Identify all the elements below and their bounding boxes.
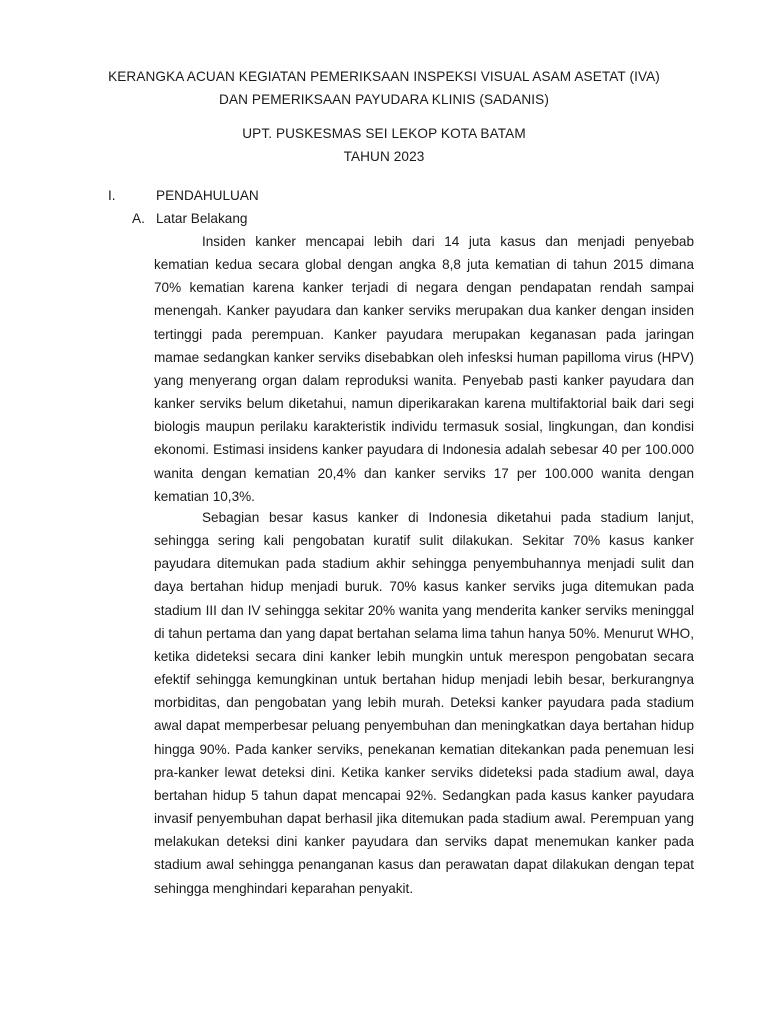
- subsection-title: Latar Belakang: [156, 211, 248, 226]
- paragraph-text: Insiden kanker mencapai lebih dari 14 juta kasus dan menjadi penyebab kematian kedua secara global dengan angka 8,8 juta kematian di tahun 2015 dimana 70% kematian karena kanker terjadi di negara dengan pendapatan rendah sampai menengah. Kanker payudara dan kanker serviks merupakan dua kanker dengan insiden tertinggi pada perempuan. Kanker payudara merupakan keganasan pada jaringan mamae sedangkan kanker serviks disebabkan oleh infesksi human papilloma virus (HPV) yang menyerang organ dalam reproduksi wanita. Penyebab pasti kanker payudara dan kanker serviks belum diketahui, namun diperikarakan karena multifaktorial baik dari segi biologis maupun perilaku karakteristik individu termasuk sosial, lingkungan, dan kondisi ekonomi. Estimasi insidens kanker payudara di Indonesia adalah sebesar 40 per 100.000 wanita dengan kematian 20,4% dan kanker serviks 17 per 100.000 wanita dengan kematian 10,3%.: [154, 234, 694, 504]
- body-paragraph-2: [154, 506, 694, 900]
- paragraph-text: Sebagian besar kasus kanker di Indonesia diketahui pada stadium lanjut, sehingga sering kali pengobatan kuratif sulit dilakukan. Sekitar 70% kasus kanker payudara ditemukan pada stadium akhir sehingga penyembuhannya menjadi sulit dan daya bertahan hidup menjadi buruk. 70% kasus kanker serviks juga ditemukan pada stadium III dan IV sehingga sekitar 20% wanita yang menderita kanker serviks meninggal di tahun pertama dan yang dapat bertahan selama lima tahun hanya 50%. Menurut WHO, ketika dideteksi secara dini kanker lebih mungkin untuk merespon pengobatan secara efektif sehingga kemungkinan untuk bertahan hidup menjadi lebih besar, berkurangnya morbiditas, dan pengobatan yang lebih murah. Deteksi kanker payudara pada stadium awal dapat memperbesar peluang penyembuhan dan meningkatkan daya bertahan hidup hingga 90%. Pada kanker serviks, penekanan kematian ditekankan pada penemuan lesi pra-kanker lewat deteksi dini. Ketika kanker serviks dideteksi pada stadium awal, daya bertahan hidup 5 tahun dapat mencapai 92%. Sedangkan pada kasus kanker payudara invasif penyembuhan dapat berhasil jika ditemukan pada stadium awal. Perempuan yang melakukan deteksi dini kanker payudara dan serviks dapat menemukan kanker pada stadium awal sehingga penanganan kasus dan perawatan dapat dilakukan dengan tepat sehingga menghindari keparahan penyakit.: [154, 510, 694, 896]
- document-title: [0, 65, 768, 111]
- body-paragraph-1: [154, 230, 694, 508]
- institution-name: UPT. PUSKESMAS SEI LEKOP KOTA BATAM: [242, 126, 526, 141]
- section-title: PENDAHULUAN: [156, 188, 259, 203]
- subsection-letter: A.: [132, 211, 145, 226]
- document-year: TAHUN 2023: [343, 149, 425, 164]
- section-number: I.: [108, 188, 116, 203]
- title-line-2: DAN PEMERIKSAAN PAYUDARA KLINIS (SADANIS): [219, 92, 549, 107]
- title-line-1: KERANGKA ACUAN KEGIATAN PEMERIKSAAN INSPEKSI VISUAL ASAM ASETAT (IVA): [108, 69, 660, 84]
- document-subtitle: [0, 122, 768, 168]
